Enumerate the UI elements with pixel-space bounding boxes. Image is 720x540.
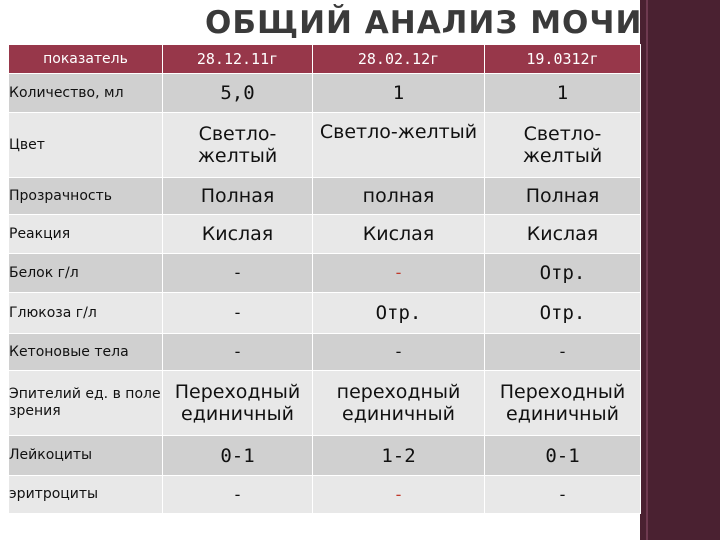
row-value: - [163, 254, 313, 293]
row-value: - [163, 293, 313, 334]
row-value: Отр. [313, 293, 485, 334]
decorative-side-band [640, 0, 720, 540]
row-value: 1 [485, 74, 641, 113]
header-date-1: 28.12.11г [163, 45, 313, 74]
row-value: - [313, 254, 485, 293]
row-value: Переходный единичный [485, 371, 641, 436]
header-date-2: 28.02.12г [313, 45, 485, 74]
row-label: Эпителий ед. в поле зрения [9, 371, 163, 436]
row-value: Кислая [313, 215, 485, 254]
row-value: переходный единичный [313, 371, 485, 436]
row-value: Полная [163, 178, 313, 215]
table-row-erythrocytes [9, 476, 641, 514]
row-value: - [313, 476, 485, 514]
row-value: Светло-желтый [313, 113, 485, 178]
row-label: эритроциты [9, 476, 163, 514]
row-value: - [163, 476, 313, 514]
row-value: 1 [313, 74, 485, 113]
row-value: Отр. [485, 293, 641, 334]
urinalysis-table [8, 44, 641, 514]
row-value: Кислая [163, 215, 313, 254]
row-value: 0-1 [163, 436, 313, 476]
row-value: 5,0 [163, 74, 313, 113]
row-value: 1-2 [313, 436, 485, 476]
table-row-leukocytes [9, 436, 641, 476]
row-value: Полная [485, 178, 641, 215]
row-label: Прозрачность [9, 178, 163, 215]
row-value: - [163, 334, 313, 371]
row-label: Глюкоза г/л [9, 293, 163, 334]
table-row-reaction [9, 215, 641, 254]
row-label: Количество, мл [9, 74, 163, 113]
row-value: Светло-желтый [485, 113, 641, 178]
row-value: Кислая [485, 215, 641, 254]
table-row-glucose [9, 293, 641, 334]
row-label: Белок г/л [9, 254, 163, 293]
row-value: полная [313, 178, 485, 215]
row-value: 0-1 [485, 436, 641, 476]
table-row-transparency [9, 178, 641, 215]
table-row-ketones [9, 334, 641, 371]
table-row-protein [9, 254, 641, 293]
table-header-row [9, 45, 641, 74]
corner-blank [4, 8, 180, 42]
row-label: Реакция [9, 215, 163, 254]
header-indicator: показатель [9, 45, 163, 74]
row-label: Лейкоциты [9, 436, 163, 476]
row-value: - [313, 334, 485, 371]
row-label: Кетоновые тела [9, 334, 163, 371]
table-row-epithelium [9, 371, 641, 436]
row-value: Отр. [485, 254, 641, 293]
slide-title: ОБЩИЙ АНАЛИЗ МОЧИ [205, 5, 643, 41]
header-date-3: 19.0312г [485, 45, 641, 74]
row-label: Цвет [9, 113, 163, 178]
band-stripe [646, 0, 648, 540]
row-value: Светло-желтый [163, 113, 313, 178]
table-row-quantity [9, 74, 641, 113]
row-value: Переходный единичный [163, 371, 313, 436]
row-value: - [485, 476, 641, 514]
table-row-color [9, 113, 641, 178]
row-value: - [485, 334, 641, 371]
